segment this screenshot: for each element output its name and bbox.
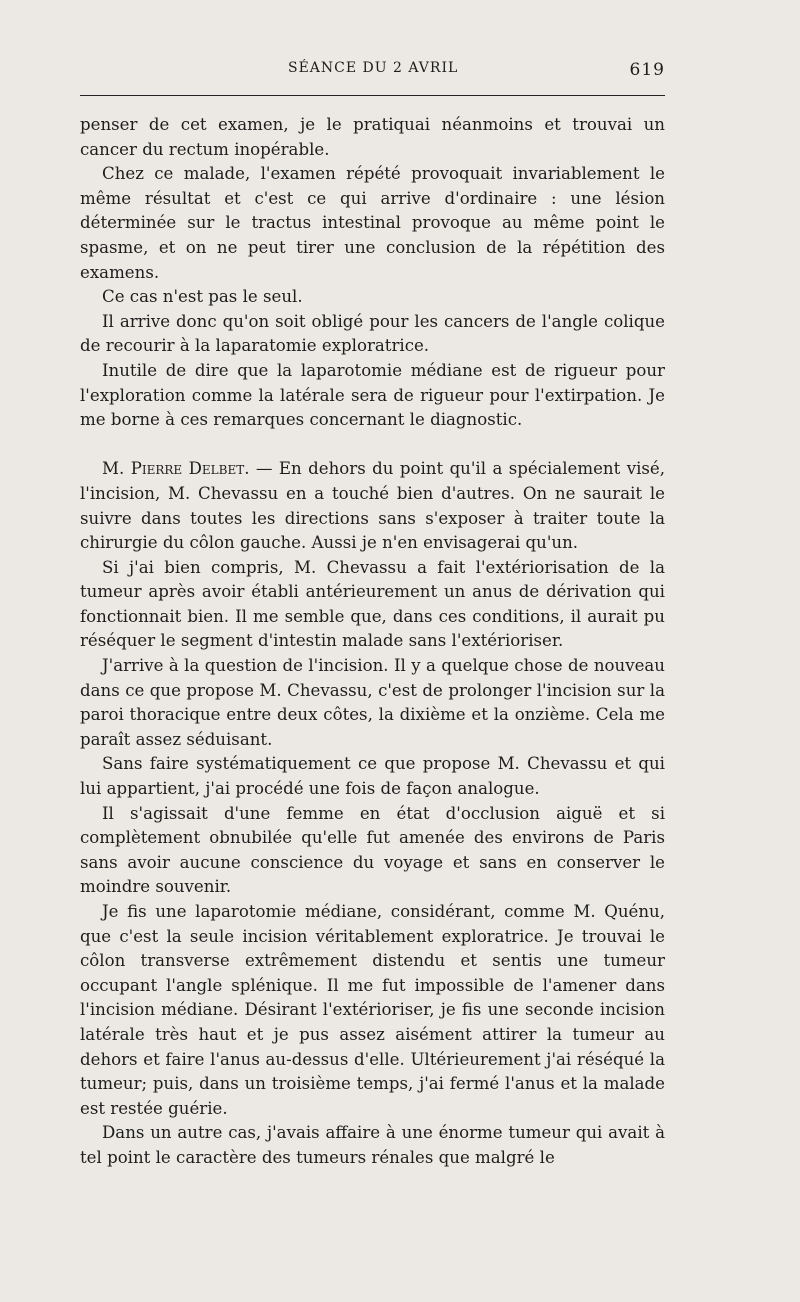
paragraph: Si j'ai bien compris, M. Chevassu a fait l'extériorisation de la tumeur après avoir établi antérieurement un anus de dérivation qui fonctionnait bien. Il me semble que, dans ces conditions, il aurait pu réséquer le segment d'intestin malade sans l'extérioriser. <box>80 557 665 651</box>
paragraph: Sans faire systématiquement ce que propose M. Chevassu et qui lui appartient, j'ai procédé une fois de façon analogue. <box>80 754 665 799</box>
header-rule <box>80 95 665 96</box>
paragraph: Dans un autre cas, j'avais affaire à une énorme tumeur qui avait à tel point le caractère des tumeurs rénales que malgré le <box>80 1123 665 1167</box>
page-number: 619 <box>629 60 665 80</box>
paragraph-continued: penser de cet examen, je le pratiquai néanmoins et trouvai un cancer du rectum inopérable. <box>80 115 665 159</box>
paragraph: Il arrive donc qu'on soit obligé pour les cancers de l'angle colique de recourir à la laparatomie exploratrice. <box>80 311 665 356</box>
paragraph: Il s'agissait d'une femme en état d'occlusion aiguë et si complètement obnubilée qu'elle fut amenée des environs de Paris sans avoir aucune conscience du voyage et sans en conserver le moindre souvenir. <box>80 803 665 897</box>
speech-paragraph <box>80 457 665 555</box>
running-title: SÉANCE DU 2 AVRIL <box>288 60 459 76</box>
paragraph: Inutile de dire que la laparotomie médiane est de rigueur pour l'exploration comme la latérale sera de rigueur pour l'extirpation. Je me borne à ces remarques concernant le diagnostic. <box>80 360 665 430</box>
body-text <box>80 113 665 1171</box>
running-header <box>80 60 665 82</box>
paragraph: J'arrive à la question de l'incision. Il y a quelque chose de nouveau dans ce que propose M. Chevassu, c'est de prolonger l'incision sur la paroi thoracique entre deux côtes, la dixième et la onzième. Cela me paraît assez séduisant. <box>80 656 665 749</box>
paragraph: Chez ce malade, l'examen répété provoquait invariablement le même résultat et c'est ce qui arrive d'ordinaire : une lésion déterminée sur le tractus intestinal provoque au même point le spasme, et on ne peut tirer une conclusion de la répétition des examens. <box>80 164 665 282</box>
paragraph: Je fis une laparotomie médiane, considérant, comme M. Quénu, que c'est la seule incision véritablement exploratrice. Je trouvai le côlon transverse extrêmement distendu et sentis une tumeur occupant l'angle splénique. Il me fut impossible de l'amener dans l'incision médiane. Désirant l'extérioriser, je fis une seconde incision latérale très haut et je pus assez aisément attirer la tumeur au dehors et faire l'anus au-dessus d'elle. Ultérieurement j'ai réséqué la tumeur; puis, dans un troisième temps, j'ai fermé l'anus et la malade est restée guérie. <box>80 902 665 1118</box>
speech-text: — En dehors du point qu'il a spécialement visé, l'incision, M. Chevassu en a touché bien d'autres. On ne saurait le suivre dans toutes les directions sans s'exposer à traiter toute la chirurgie du côlon gauche. Aussi je n'en envisagerai qu'un. <box>80 459 665 553</box>
speaker-title: M. <box>102 459 125 479</box>
speaker-name: Pierre Delbet. <box>130 459 250 479</box>
paragraph: Ce cas n'est pas le seul. <box>102 287 303 307</box>
